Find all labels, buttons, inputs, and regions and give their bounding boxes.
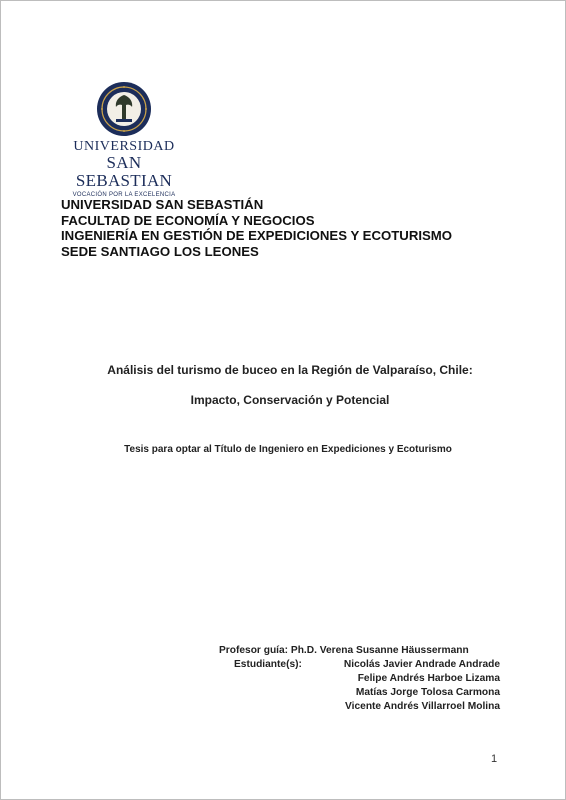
- students-label: Estudiante(s):: [234, 659, 302, 670]
- faculty-name: FACULTAD DE ECONOMÍA Y NEGOCIOS: [61, 212, 315, 228]
- university-seal-icon: [96, 81, 152, 137]
- advisor-label: Profesor guía:: [219, 645, 289, 656]
- thesis-degree: Tesis para optar al Título de Ingeniero en Expediciones y Ecoturismo: [124, 444, 452, 455]
- university-logo: [59, 81, 189, 200]
- campus-name: SEDE SANTIAGO LOS LEONES: [61, 243, 259, 259]
- thesis-title-line2: Impacto, Conservación y Potencial: [190, 393, 390, 407]
- student-name: Felipe Andrés Harboe Lizama: [357, 673, 500, 684]
- logo-wordmark-line2: SAN SEBASTIAN: [75, 153, 173, 190]
- logo-motto: VOCACIÓN POR LA EXCELENCIA: [72, 192, 176, 198]
- university-name: UNIVERSIDAD SAN SEBASTIÁN: [61, 197, 264, 212]
- institution-header: [61, 197, 452, 259]
- student-name: Matías Jorge Tolosa Carmona: [355, 687, 500, 698]
- advisor-name: Ph.D. Verena Susanne Häussermann: [290, 645, 469, 656]
- logo-wordmark-line1: UNIVERSIDAD: [73, 139, 175, 154]
- program-name: INGENIERÍA EN GESTIÓN DE EXPEDICIONES Y ECOTURISMO: [61, 228, 453, 243]
- students-list: [260, 658, 500, 714]
- thesis-title-line1: Análisis del turismo de buceo en la Región de Valparaíso, Chile:: [107, 363, 473, 377]
- page-number: 1: [491, 753, 498, 765]
- student-name: Vicente Andrés Villarroel Molina: [345, 701, 500, 712]
- advisor-line: [219, 644, 469, 658]
- student-name: Nicolás Javier Andrade Andrade: [343, 659, 500, 670]
